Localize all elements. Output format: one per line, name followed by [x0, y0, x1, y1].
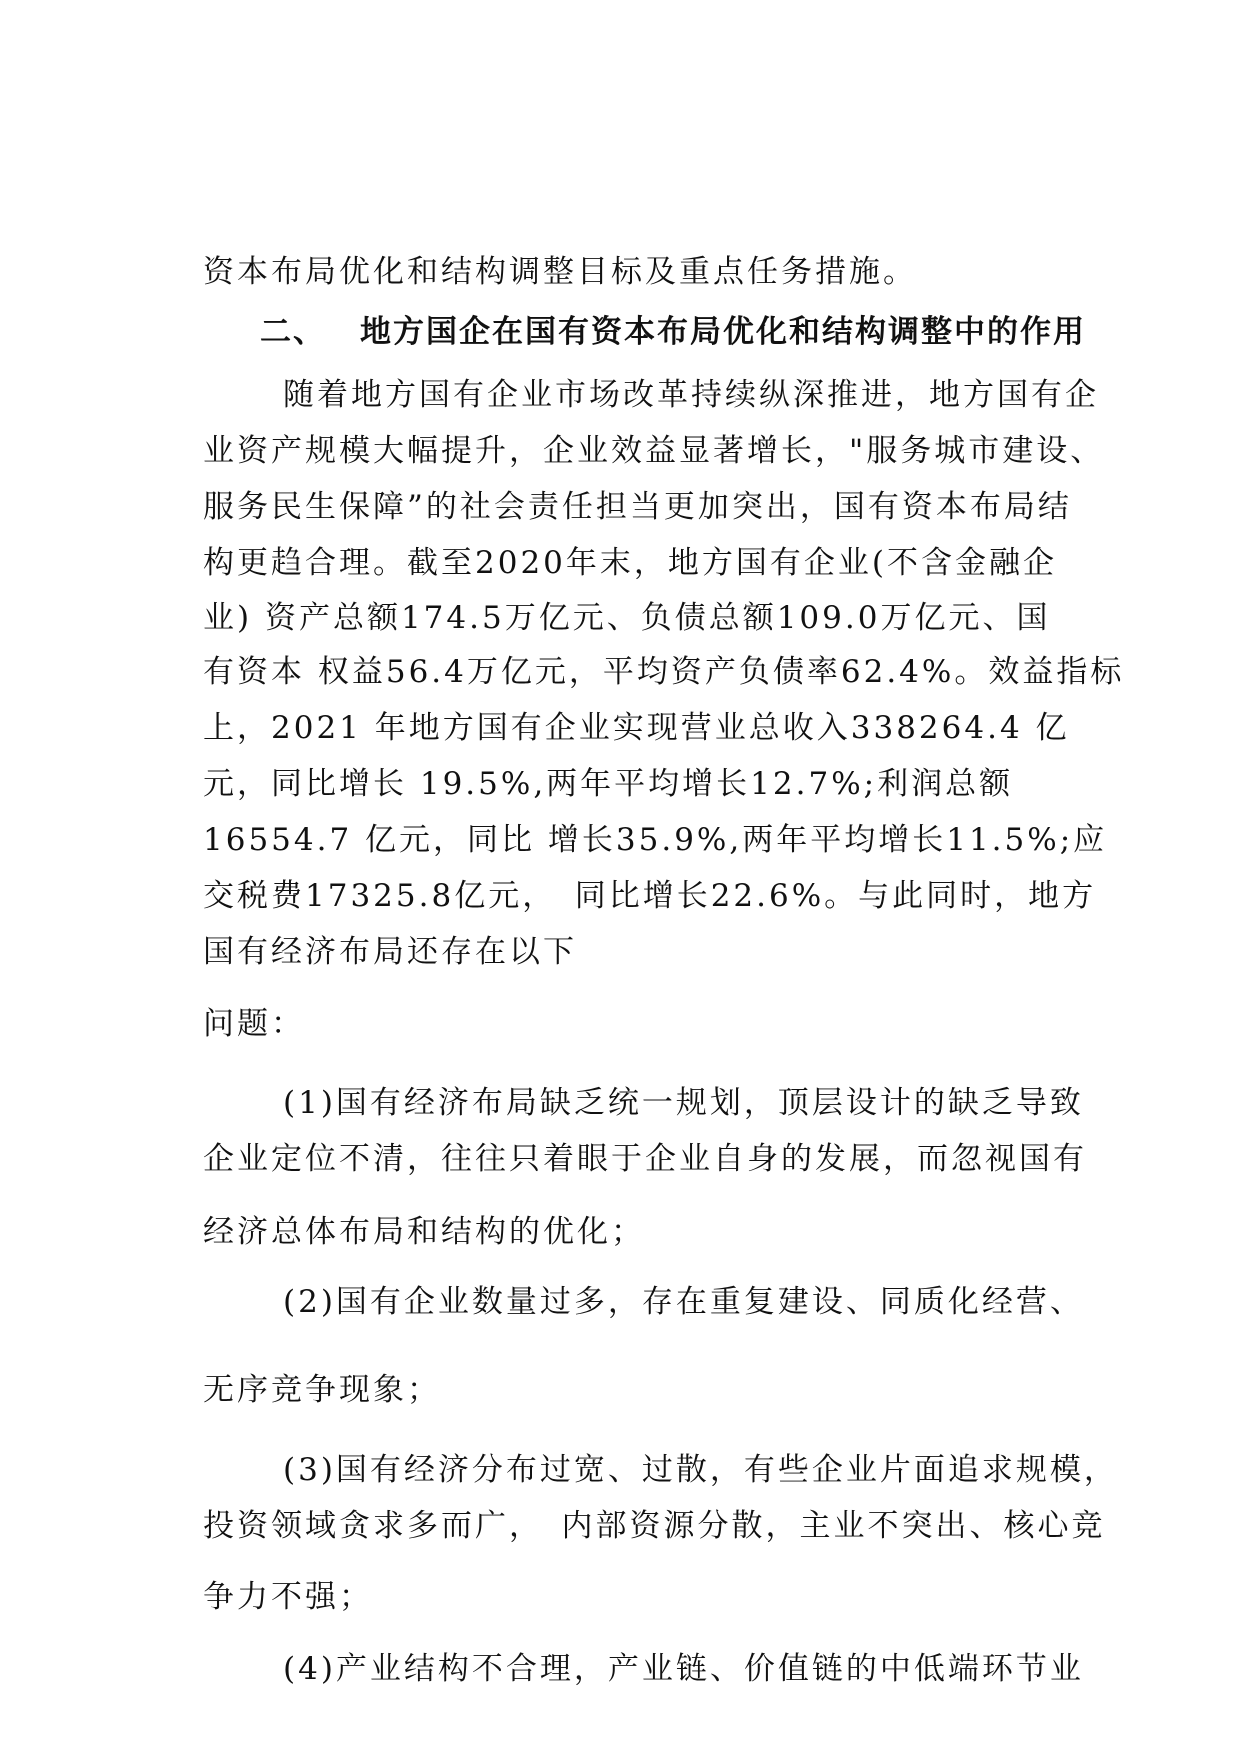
paragraph-line: 资本布局优化和结构调整目标及重点任务措施。	[203, 254, 917, 290]
paragraph-line: 随着地方国有企业市场改革持续纵深推进，地方国有企	[283, 377, 1099, 413]
paragraph-line: 业资产规模大幅提升，企业效益显著增长，"服务城市建设、	[203, 433, 1105, 469]
paragraph-line: 构更趋合理。截至2020年末，地方国有企业(不含金融企	[203, 545, 1057, 581]
paragraph-line: 问题：	[203, 1006, 305, 1042]
paragraph-line: 有资本 权益56.4万亿元，平均资产负债率62.4%。效益指标	[203, 654, 1125, 690]
list-item-line: 无序竞争现象；	[203, 1372, 441, 1408]
list-item-line: (2)国有企业数量过多，存在重复建设、同质化经营、	[283, 1284, 1084, 1320]
section-title: 地方国企在国有资本布局优化和结构调整中的作用	[360, 314, 1086, 350]
section-heading	[260, 312, 1086, 352]
list-item-line: 争力不强；	[203, 1579, 373, 1615]
list-item-line: 投资领域贪求多而广， 内部资源分散，主业不突出、核心竞	[203, 1508, 1106, 1544]
paragraph-line: 16554.7 亿元，同比 增长35.9%,两年平均增长11.5%;应	[203, 822, 1108, 858]
paragraph-line: 元，同比增长 19.5%,两年平均增长12.7%;利润总额	[203, 766, 1014, 802]
section-number: 二、	[260, 314, 326, 350]
list-item-line: (1)国有经济布局缺乏统一规划，顶层设计的缺乏导致	[283, 1085, 1084, 1121]
paragraph-line: 上，2021 年地方国有企业实现营业总收入338264.4 亿	[203, 710, 1070, 746]
paragraph-line: 国有经济布局还存在以下	[203, 934, 577, 970]
paragraph-line: 服务民生保障”的社会责任担当更加突出，国有资本布局结	[203, 489, 1072, 525]
list-item-line: (4)产业结构不合理，产业链、价值链的中低端环节业	[283, 1651, 1084, 1687]
paragraph-line: 业) 资产总额174.5万亿元、负债总额109.0万亿元、国	[203, 600, 1051, 636]
paragraph-line: 交税费17325.8亿元， 同比增长22.6%。与此同时，地方	[203, 878, 1097, 914]
list-item-line: 企业定位不清，往往只着眼于企业自身的发展，而忽视国有	[203, 1141, 1087, 1177]
list-item-line: 经济总体布局和结构的优化；	[203, 1214, 645, 1250]
list-item-line: (3)国有经济分布过宽、过散，有些企业片面追求规模，	[283, 1452, 1118, 1488]
